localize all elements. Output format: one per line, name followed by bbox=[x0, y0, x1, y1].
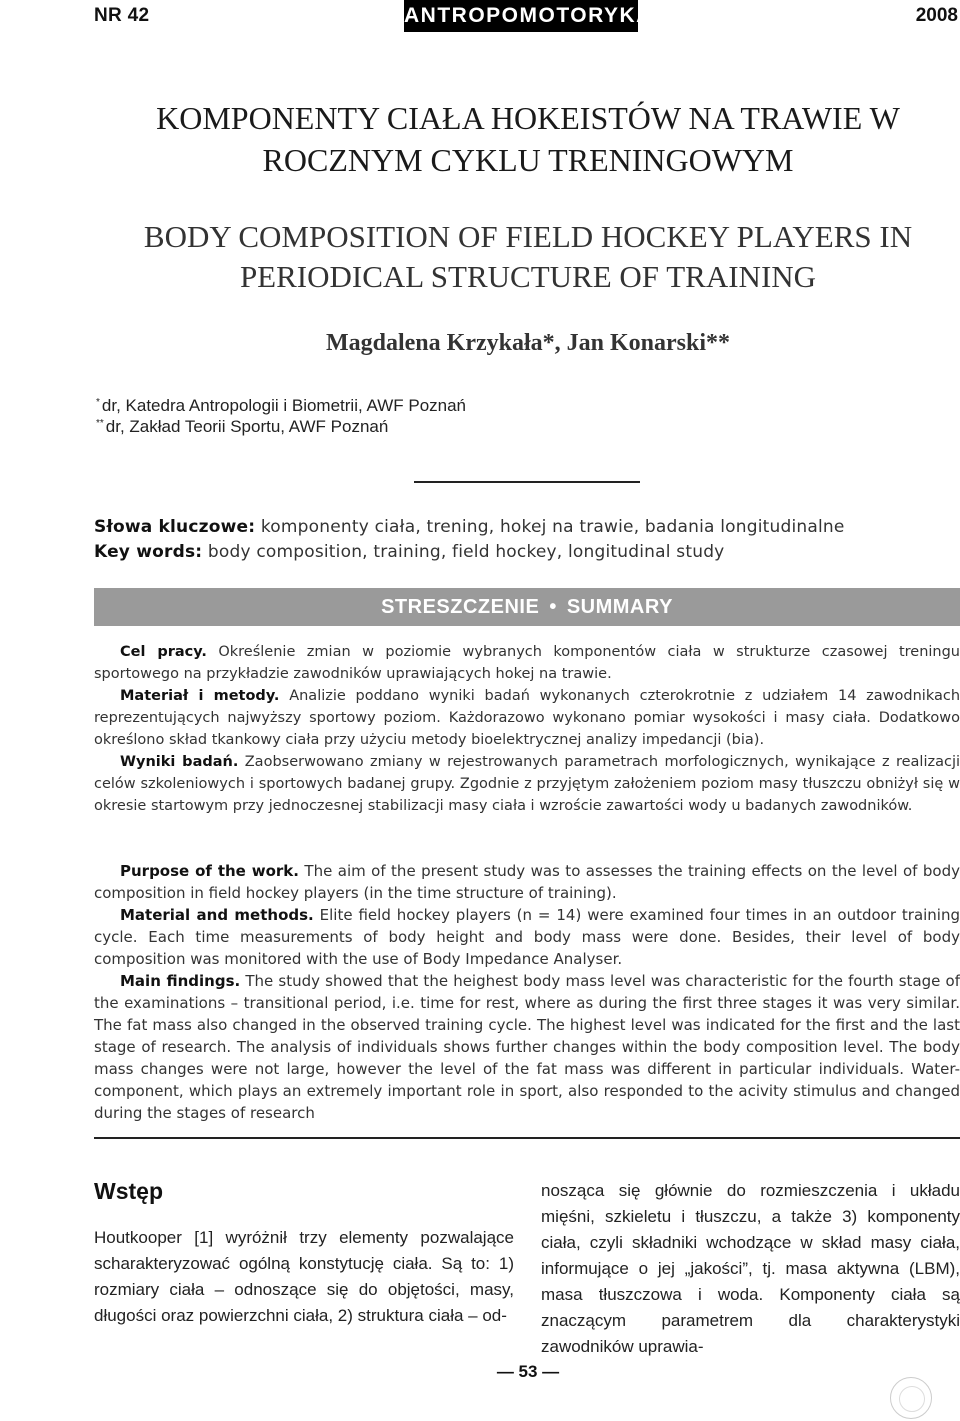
publication-year: 2008 bbox=[915, 5, 958, 26]
abstract-polish-aim-label: Cel pracy. bbox=[120, 644, 207, 660]
affiliation-2-text: dr, Zakład Teorii Sportu, AWF Poznań bbox=[105, 417, 389, 436]
keywords-english bbox=[94, 542, 724, 562]
title-polish-text: KOMPONENTY CIAŁA HOKEISTÓW NA TRAWIE W ROCZNYM CYKLU TRENINGOWYM bbox=[156, 100, 900, 178]
abstract-polish-results-text: Zaobserwowano zmiany w rejestrowanych parametrach morfologicznych, wynikające z realizacji celów szkoleniowych i sportowych badanej grupy. Zgodnie z przyjętym założeniem poziom masy tłuszczu obniżył się w okresie startowym przy jednoczesnej stabilizacji masy ciała i wzroście zawartości wody u badanych zawodników. bbox=[94, 754, 960, 814]
title-english-text: BODY COMPOSITION OF FIELD HOCKEY PLAYERS IN PERIODICAL STRUCTURE OF TRAINING bbox=[143, 219, 913, 294]
abstract-polish-aim-text: Określenie zmian w poziomie wybranych komponentów ciała w strukturze czasowej treningu sportowego na przykładzie zawodników uprawiających hokej na trawie. bbox=[94, 644, 960, 682]
abstract-english-methods-text: Elite field hockey players (n = 14) were examined four times in an outdoor training cycle. Each time measurements of body height and body mass were done. Besides, their level of body composition was monitored with the use of Body Impedance Analyser. bbox=[94, 906, 960, 968]
intro-column-left: Houtkooper [1] wyróżnił trzy elementy pozwalające scharakteryzować ogólną konstytucję ciała. Są to: 1) rozmiary ciała – odnoszące się do objętości, masy, długości oraz powierzchni ciała, 2) struktura ciała – od- bbox=[94, 1228, 514, 1325]
keywords-polish bbox=[94, 517, 845, 537]
abstract-polish-methods-label: Materiał i metody. bbox=[120, 688, 280, 704]
abstract-english-aim-label: Purpose of the work. bbox=[120, 862, 299, 880]
abstract-english-aim-text: The aim of the present study was to assesses the training effects on the level of body composition in field hockey players (in the time structure of training). bbox=[94, 862, 960, 902]
summary-bar-polish: STRESZCZENIE bbox=[381, 596, 540, 618]
affiliation-2-mark: ** bbox=[96, 418, 104, 429]
page-number-text: — 53 — bbox=[496, 1362, 560, 1381]
abstract-english-methods bbox=[94, 904, 960, 970]
watermark-seal-icon bbox=[890, 1377, 932, 1419]
journal-name: ANTROPOMOTORYKA bbox=[404, 0, 638, 32]
affiliation-1 bbox=[96, 396, 466, 416]
abstract-english-methods-label: Material and methods. bbox=[120, 906, 314, 924]
abstract-english-findings-label: Main findings. bbox=[120, 972, 241, 990]
keywords-polish-text: komponenty ciała, trening, hokej na trawie, badania longitudinalne bbox=[260, 517, 845, 537]
title-english bbox=[0, 217, 960, 297]
keywords-english-label: Key words: bbox=[94, 542, 203, 562]
issue-number: NR 42 bbox=[94, 5, 150, 26]
running-header bbox=[0, 0, 960, 34]
section-divider bbox=[94, 1137, 960, 1139]
keywords-polish-label: Słowa kluczowe: bbox=[94, 517, 256, 537]
abstract-polish-methods bbox=[94, 685, 960, 751]
affiliation-1-mark: * bbox=[96, 397, 100, 408]
abstract-polish-methods-text: Analizie poddano wyniki badań wykonanych czterokrotnie z udziałem 14 zawodnikach reprezentujących najwyższy sportowy poziom. Każdorazowo wykonano pomiar wysokości i masy ciała. Dodatkowo określono skład tkankowy ciała przy użyciu metody bioelektrycznej analizy impedancji (bia). bbox=[94, 688, 960, 748]
separator-line bbox=[414, 481, 640, 483]
abstract-polish bbox=[94, 641, 960, 817]
summary-bar bbox=[94, 588, 960, 626]
section-heading-intro: Wstęp bbox=[94, 1178, 163, 1204]
abstract-english-aim bbox=[94, 860, 960, 904]
abstract-english bbox=[94, 860, 960, 1124]
summary-bar-english: SUMMARY bbox=[566, 596, 673, 618]
abstract-polish-results-label: Wyniki badań. bbox=[120, 754, 239, 770]
page-number bbox=[0, 1362, 960, 1382]
summary-bar-bullet: • bbox=[549, 596, 557, 618]
title-polish bbox=[0, 97, 960, 181]
intro-column-right: nosząca się głównie do rozmieszczenia i układu mięśni, szkieletu i tłuszczu, a także 3) komponenty ciała, czyli składniki wchodzące w skład masy ciała, informujące o jej „jakości”, tj. masa aktywna (LBM), masa tłuszczowa i woda. Komponenty ciała są znaczącym parametrem dla charakterystyki zawodników uprawia- bbox=[541, 1181, 960, 1356]
abstract-polish-aim bbox=[94, 641, 960, 685]
abstract-english-findings bbox=[94, 970, 960, 1124]
keywords-english-text: body composition, training, field hockey, longitudinal study bbox=[207, 542, 725, 562]
affiliation-1-text: dr, Katedra Antropologii i Biometrii, AWF Poznań bbox=[101, 396, 467, 415]
affiliation-2 bbox=[96, 417, 388, 437]
abstract-polish-results bbox=[94, 751, 960, 817]
authors: Magdalena Krzykała*, Jan Konarski** bbox=[325, 330, 731, 356]
abstract-english-findings-text: The study showed that the heighest body mass level was characteristic for the fourth stage of the examinations – transitional period, i.e. time for rest, where as during the first three stages it was very similar. The fat mass also changed in the observed training cycle. The highest level was indicated for the first and the last stage of research. The analysis of individuals shows further changes within the body composition level. The body mass changes were not large, however the level of the fat mass was different in particular individuals. Water-component, which plays an extremely important role in sport, also responded to the acivity stimulus and changed during the stages of research bbox=[94, 972, 960, 1122]
